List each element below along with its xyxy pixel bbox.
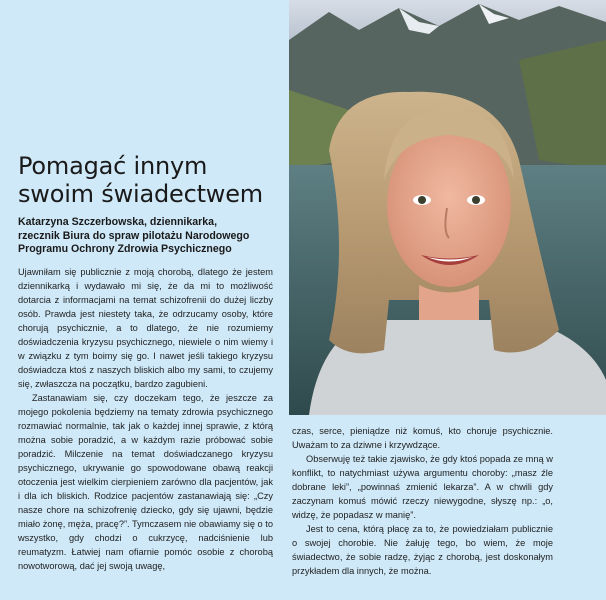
author-line-1: Katarzyna Szczerbowska, dziennikarka,	[18, 216, 218, 228]
paragraph: Zastanawiam się, czy doczekam tego, że jeszcze za mojego pokolenia będziemy na tematy zdrowia psychicznego rozmawiać normalnie, tak jak o każdej innej sprawie, z którą można sobie poradzić, a w każdym razie próbować sobie poradzić. Milczenie na temat doświadczanego kryzysu psychicznego, ukrywanie go spowodowane obawą reakcji otoczenia jest wielkim cierpieniem zarówno dla pacjentów, jak i dla ich bliskich. Rodzice pacjentów zastanawiają się: „Czy nasze chore na schizofrenię dziecko, gdy się ujawni, będzie miało żonę, męża, pracę?”. Tymczasem nie obawiamy się o to wszystko, gdy chodzi o cukrzycę, nadciśnienie lub reumatyzm. Łatwiej nam ofiarnie pomóc osobie z chorobą nowotworową, dać jej swoją uwagę,	[18, 393, 273, 571]
body-column-left	[18, 265, 273, 573]
author-byline	[18, 216, 288, 257]
author-photo	[289, 0, 606, 415]
paragraph: Jest to cena, którą płacę za to, że powiedziałam publicznie o swojej chorobie. Nie żałuję tego, bo wiem, że moje świadectwo, że sobie radzę, żyjąc z chorobą, jest doskonałym przykładem dla innych, że można.	[292, 524, 553, 576]
paragraph: Obserwuję też takie zjawisko, że gdy ktoś popada ze mną w konflikt, to natychmiast używa argumentu choroby: „masz źle dobrane leki”, „powinnaś zmienić lekarza”. A w chwili gdy zaczynam komuś mówić rzeczy niewygodne, słyszę np.: „o, widzę, że popadasz w manię”.	[292, 454, 553, 520]
body-column-right	[292, 424, 553, 578]
title-line-2: swoim świadectwem	[18, 180, 263, 208]
paragraph: czas, serce, pieniądze niż komuś, kto choruje psychicznie. Uważam to za dziwne i krzywdzące.	[292, 426, 553, 450]
title-line-1: Pomagać innym	[18, 152, 208, 180]
article-title	[18, 152, 286, 208]
portrait-illustration	[289, 0, 606, 415]
author-line-2: rzecznik Biura do spraw pilotażu Narodowego	[18, 229, 250, 242]
paragraph: Ujawniłam się publicznie z moją chorobą, dlatego że jestem dziennikarką i wydawało mi się, że da mi to możliwość dotarcia z informacjami na temat schizofrenii do dużej liczby osób. Prawda jest niestety taka, że odrzucamy osoby, które chorują psychicznie, a to dlatego, że nie rozumiemy doświadczenia kryzysu psychicznego, niewiele o nim wiemy i w związku z tym boimy się go. I nawet jeśli takiego kryzysu doświadcza ktoś z naszych bliskich albo my sami, to czujemy się, zwłaszcza na początku, bardzo zagubieni.	[18, 267, 273, 389]
author-line-3: Programu Ochrony Zdrowia Psychicznego	[18, 243, 232, 255]
